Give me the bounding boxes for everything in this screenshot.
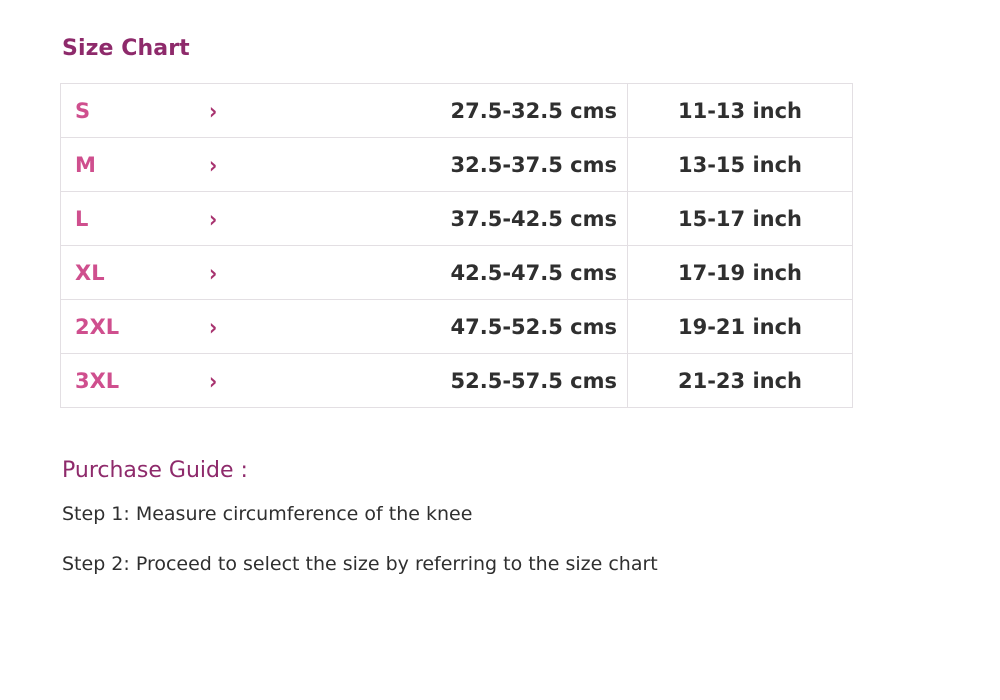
size-cms-value: 52.5-57.5 cms [383,354,628,408]
chevron-right-glyph: › [209,312,218,341]
chevron-right-glyph: › [209,258,218,287]
size-chart-table-body [61,84,853,408]
chevron-right-glyph: › [209,150,218,179]
table-row [61,138,853,192]
size-inch-value: 13-15 inch [628,138,853,192]
size-inch-value: 15-17 inch [628,192,853,246]
chevron-right-icon [209,138,383,192]
purchase-guide-step-1: Step 1: Measure circumference of the knee [62,503,473,525]
chevron-right-glyph: › [209,96,218,125]
chevron-right-icon [209,192,383,246]
chevron-right-glyph: › [209,366,218,395]
purchase-guide-title: Purchase Guide : [62,458,248,483]
table-row [61,84,853,138]
page-title: Size Chart [62,36,190,61]
size-label: XL [61,246,210,300]
table-row [61,354,853,408]
size-label: L [61,192,210,246]
table-row [61,192,853,246]
size-inch-value: 11-13 inch [628,84,853,138]
size-label: M [61,138,210,192]
size-label: 3XL [61,354,210,408]
table-row [61,246,853,300]
size-cms-value: 37.5-42.5 cms [383,192,628,246]
size-label: S [61,84,210,138]
size-cms-value: 32.5-37.5 cms [383,138,628,192]
chevron-right-icon [209,300,383,354]
chevron-right-glyph: › [209,204,218,233]
size-cms-value: 42.5-47.5 cms [383,246,628,300]
size-label: 2XL [61,300,210,354]
size-chart-table [60,83,853,408]
size-inch-value: 21-23 inch [628,354,853,408]
chevron-right-icon [209,246,383,300]
size-cms-value: 27.5-32.5 cms [383,84,628,138]
size-cms-value: 47.5-52.5 cms [383,300,628,354]
table-row [61,300,853,354]
chevron-right-icon [209,354,383,408]
size-inch-value: 17-19 inch [628,246,853,300]
size-inch-value: 19-21 inch [628,300,853,354]
purchase-guide-step-2: Step 2: Proceed to select the size by referring to the size chart [62,553,658,575]
chevron-right-icon [209,84,383,138]
